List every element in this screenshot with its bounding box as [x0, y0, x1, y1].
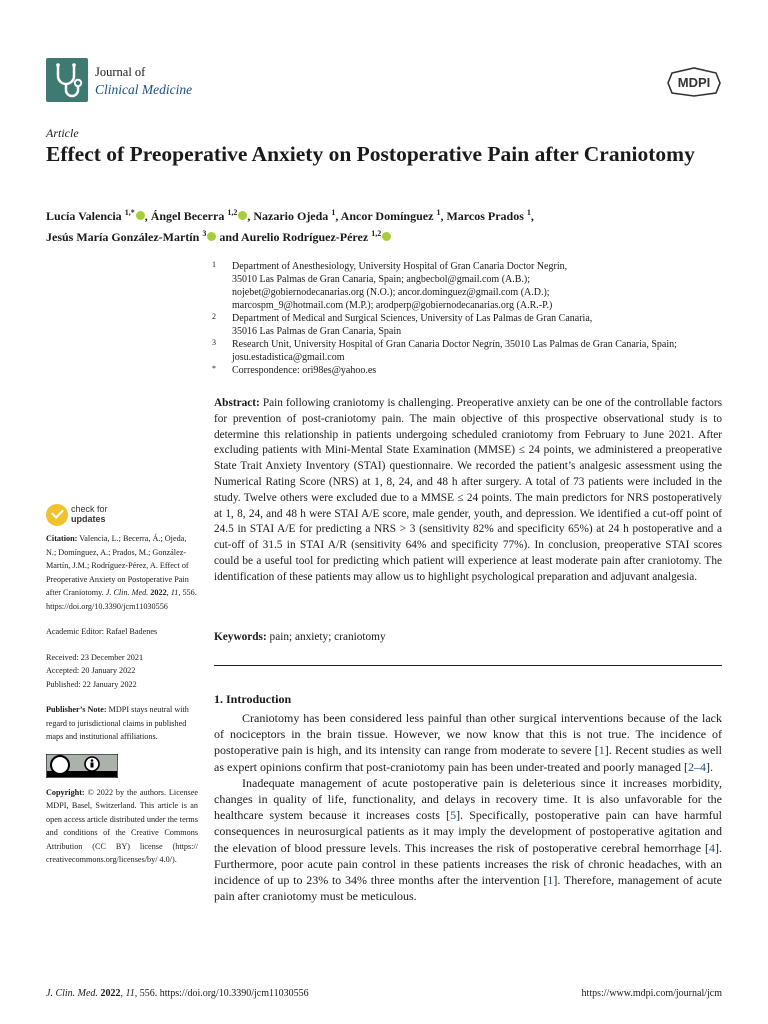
footer-volume: 11	[125, 988, 135, 999]
footer-journal-url[interactable]: https://www.mdpi.com/journal/jcm	[581, 988, 722, 999]
accepted-date: Accepted: 20 January 2022	[46, 666, 136, 675]
affiliation-line: 35010 Las Palmas de Gran Canaria, Spain; angbecbol@gmail.com (A.B.);	[232, 274, 531, 285]
affiliation-line: Department of Medical and Surgical Sciences, University of Las Palmas de Gran Canaria,	[232, 313, 593, 324]
publisher-note	[46, 703, 198, 744]
citation-link[interactable]: 2–4	[687, 759, 706, 774]
author-name[interactable]: Aurelio Rodríguez-Pérez	[241, 230, 372, 244]
author-name[interactable]: Marcos Prados	[446, 209, 527, 223]
author-affiliation-marker: 1	[526, 208, 531, 217]
affiliation-number: 2	[212, 312, 216, 321]
citation-year: 2022	[150, 588, 167, 597]
cc-by-icon[interactable]	[46, 754, 118, 778]
abstract	[214, 396, 722, 586]
check-updates-line2: updates	[71, 514, 106, 524]
copyright-text: © 2022 by the authors. Licensee MDPI, Basel, Switzerland. This article is an open access article distributed under the terms and conditions of the Creative Commons Attribution (CC BY) license (https:// creativecommons.org/licenses/by/ 4.0/).	[46, 787, 199, 864]
orcid-icon[interactable]	[136, 211, 145, 220]
published-date: Published: 22 January 2022	[46, 679, 137, 689]
keywords	[214, 631, 386, 643]
affiliation-item	[212, 312, 726, 338]
check-for-updates-button[interactable]	[46, 503, 146, 527]
citation-link[interactable]: 5	[450, 808, 457, 823]
author-affiliation-marker: 1	[436, 208, 441, 217]
orcid-icon[interactable]	[207, 232, 216, 241]
affiliation-item	[212, 364, 726, 377]
affiliations	[212, 260, 726, 377]
affiliation-line: 35016 Las Palmas de Gran Canaria, Spain	[232, 326, 402, 337]
citation-doi[interactable]: , 556. https://doi.org/10.3390/jcm11030556	[46, 588, 197, 611]
affiliation-number: 1	[212, 260, 216, 269]
mdpi-logo[interactable]	[666, 67, 722, 97]
citation-label: Citation:	[46, 534, 78, 543]
academic-editor: Academic Editor: Rafael Badenes	[46, 627, 158, 636]
introduction-body	[214, 710, 722, 904]
publisher-note-text: MDPI stays neutral with regard to jurisdictional claims in published maps and institutional affiliations.	[46, 705, 189, 741]
paragraph: Craniotomy has been considered less painful than other surgical interventions because of the lack of nociceptors in the brain tissue. However, we now know that this is not true. The incidence of postoperative pain is high, and its intensity can range from moderate to severe [1]. Recent studies as well as expert opinions confirm that post-craniotomy pain has been under-treated and poorly managed [2–4].	[214, 711, 722, 774]
author-affiliation-marker: 1,*	[124, 208, 135, 217]
footer-doi[interactable]: , 556. https://doi.org/10.3390/jcm11030556	[134, 988, 309, 999]
copyright-label: Copyright:	[46, 787, 85, 797]
citation-link[interactable]: 4	[709, 840, 715, 855]
affiliation-item	[212, 338, 726, 364]
keywords-label: Keywords:	[214, 631, 267, 643]
author-list: Lucía Valencia $^{1,*}$ , Ángel Becerra $^{1,2}$ , Nazario Ojeda $^1$, Ancor Domínguez $^1$, Marcos Prados $^1$, Jesús María González-Martín $^3$ and Aurelio Rodríguez-Pérez $^{1,2}$	[46, 208, 534, 244]
citation: Citation: Valencia, L.; Becerra, Á.; Ojeda, N.; Domínguez, A.; Prados, M.; González-Martín, J.M.; Rodríguez-Pérez, A. Effect of Preoperative Anxiety on Postoperative Pain after Craniotomy. J. Clin. Med. 2022, 11, 556. https://doi.org/10.3390/jcm11030556	[46, 534, 197, 611]
received-date: Received: 23 December 2021	[46, 652, 144, 662]
affiliation-line: Department of Anesthesiology, University Hospital of Gran Canaria Doctor Negrín,	[232, 261, 568, 272]
author-affiliation-marker: 3	[202, 229, 207, 238]
author-affiliation-marker: 1,2	[227, 208, 238, 217]
abstract-text: Pain following craniotomy is challenging. Preoperative anxiety can be one of the controllable factors for prevention of post-craniotomy pain. The main objective of this prospective observational study is to determine this relationship in patients undergoing scheduled craniotomy from February to June 2021. After excluding patients with Mini-Mental State Examination (MMSE) ≤ 24 points, we administered a preoperative State Trait Anxiety Inventory (STAI) questionnaire. We recorded the patient’s analgesic assessment using the Numerical Rating Score (NRS) at 1, 8, 24, and 48 h after surgery. A total of 73 patients were included in the study. Twelve others were excluded due to a MMSE ≤ 24 points. The main predictors for NRS postoperatively at 1, 8, 24, and 48 h were STAI A/E score, male gender, youth, and depression. We identified a cut-off point of 24.5 in STAI A/E for predicting a NRS > 3 (sensitivity 82% and specificity 65%) at 24 h postoperative and a cut-off of 31.5 in STAI A/R (sensitivity 64% and specificity 77%). In conclusion, preoperative STAI scores could be a useful tool for predicting which patient will experience at least moderate pain after craniotomy. The identification of these patients may allow us to highlight psychological preparation and adjuvant analgesia.	[214, 397, 723, 583]
paragraph: Inadequate management of acute postoperative pain is deleterious since it increases morbidity, changes in quality of life, functionality, and delays in recovery time. It is also unfavorable for the healthcare system because it increases costs [5]. Specifically, postoperative pain can have harmful consequences in neurosurgical patients as it may imply the development of postoperative agitation and the elevation of blood pressure levels. This increases the risk of postoperative cerebral hemorrhage [4]. Furthermore, poor acute pain control in these patients increases the risk of chronic headaches, with an incidence of up to 23% to 34% three months after the intervention [1]. Therefore, management of acute pain after craniotomy must be meticulous.	[214, 775, 723, 904]
affiliation-line: josu.estadistica@gmail.com	[232, 352, 345, 363]
check-icon	[46, 504, 68, 526]
check-updates-line1: check for	[71, 504, 108, 514]
author-name[interactable]: Lucía Valencia	[46, 209, 125, 223]
footer-year: 2022	[100, 988, 121, 999]
author-affiliation-marker: 1	[331, 208, 336, 217]
section-divider	[214, 665, 722, 666]
affiliation-number: *	[212, 364, 216, 373]
author-affiliation-marker: 1,2	[371, 229, 382, 238]
journal-name-line2: Clinical Medicine	[95, 82, 193, 97]
citation-link[interactable]: 1	[598, 743, 605, 758]
affiliation-item	[212, 260, 726, 312]
affiliation-number: 3	[212, 338, 216, 347]
citation-text: Valencia, L.; Becerra, Á.; Ojeda, N.; Domínguez, A.; Prados, M.; González-Martín, J.M.; Rodríguez-Pérez, A. Effect of Preoperative Anxiety on Postoperative Pain after Craniotomy.	[46, 534, 189, 597]
affiliation-line: Research Unit, University Hospital of Gran Canaria Doctor Negrín, 35010 Las Palmas de Gran Canaria, Spain;	[232, 339, 677, 350]
orcid-icon[interactable]	[382, 232, 391, 241]
article-info-sidebar	[46, 532, 198, 867]
citation-link[interactable]: 1	[547, 873, 554, 888]
footer-citation: J. Clin. Med. 2022, 11, 556. https://doi.org/10.3390/jcm11030556	[46, 988, 309, 999]
author-name[interactable]: Nazario Ojeda	[253, 209, 332, 223]
orcid-icon[interactable]	[238, 211, 247, 220]
affiliation-line: marcospm_9@hotmail.com (M.P.); arodperp@gobiernodecanarias.org (A.R.-P.)	[232, 300, 553, 311]
author-name[interactable]: Ancor Domínguez	[340, 209, 437, 223]
author-name[interactable]: Jesús María González-Martín	[46, 230, 203, 244]
article-title: Effect of Preoperative Anxiety on Postoperative Pain after Craniotomy	[46, 142, 695, 166]
abstract-label: Abstract:	[214, 397, 260, 409]
affiliation-line: nojebet@gobiernodecanarias.org (N.O.); ancor.dominguez@gmail.com (A.D.);	[232, 287, 550, 298]
citation-journal: J. Clin. Med.	[105, 588, 149, 597]
article-type: Article	[46, 126, 79, 140]
publisher-name: MDPI	[677, 75, 711, 90]
section-heading-introduction: 1. Introduction	[214, 692, 292, 706]
copyright-notice	[46, 786, 198, 867]
publisher-note-label: Publisher’s Note:	[46, 705, 107, 714]
citation-volume: 11	[170, 588, 179, 597]
keywords-text: pain; anxiety; craniotomy	[269, 631, 386, 643]
journal-name-line1: Journal of	[95, 65, 146, 79]
footer-journal: J. Clin. Med.	[46, 988, 98, 999]
stethoscope-icon	[46, 58, 88, 102]
affiliation-line: Correspondence: ori98es@yahoo.es	[232, 365, 377, 376]
journal-name[interactable]	[95, 64, 192, 98]
author-name[interactable]: Ángel Becerra	[150, 209, 228, 223]
